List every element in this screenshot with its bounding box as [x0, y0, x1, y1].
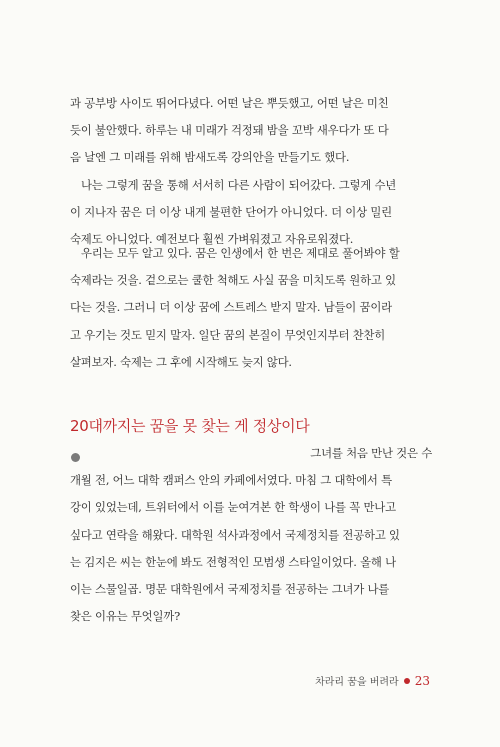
text-line: 고 우기는 것도 믿지 말자. 일단 꿈의 본질이 무엇인지부터 찬찬히 [70, 327, 386, 342]
text-line: 찾은 이유는 무엇일까? [70, 609, 180, 624]
text-line: 나는 그렇게 꿈을 통해 서서히 다른 사람이 되어갔다. 그렇게 수년 [81, 178, 397, 192]
text-line: 는 김지은 씨는 한눈에 봐도 전형적인 모범생 스타일이었다. 올해 나 [70, 554, 396, 569]
text-line: 개월 전, 어느 대학 캠퍼스 안의 카페에서였다. 마침 그 대학에서 특 [70, 473, 392, 488]
text-line: 다는 것을. 그러니 더 이상 꿈에 스트레스 받지 말자. 남들이 꿈이라 [70, 300, 392, 315]
page-footer [315, 673, 430, 688]
paragraph-3 [70, 240, 432, 376]
text-line: 숙제도 아니었다. 예전보다 훨씬 가벼워졌고 자유로워졌다. [70, 232, 354, 247]
bullet-dot-icon [404, 678, 410, 684]
text-line: 우리는 모두 알고 있다. 꿈은 인생에서 한 번은 제대로 풀어봐야 할 [81, 246, 400, 260]
text-line: 그녀를 처음 만난 것은 수 [310, 446, 432, 460]
text-line: 살펴보자. 숙제는 그 후에 시작해도 늦지 않다. [70, 354, 292, 369]
text-line: 이는 스물일곱. 명문 대학원에서 국제정치를 전공하는 그녀가 나를 [70, 582, 390, 597]
text-line: 이 지나자 꿈은 더 이상 내게 불편한 단어가 아니었다. 더 이상 밀린 [70, 205, 392, 220]
text-line: 과 공부방 사이도 뛰어다녔다. 어떤 날은 뿌듯했고, 어떤 날은 미친 [70, 96, 389, 110]
text-line: 숙제라는 것을. 겉으로는 쿨한 척해도 사실 꿈을 미치도록 원하고 있 [70, 273, 396, 288]
page-number: 23 [414, 673, 430, 688]
paragraph-1 [70, 90, 432, 172]
text-line: 강이 있었는데, 트위터에서 이를 눈여겨본 한 학생이 나를 꼭 만나고 [70, 500, 396, 515]
text-line: 듯이 불안했다. 하루는 내 미래가 걱정돼 밤을 꼬박 새우다가 또 다 [70, 123, 389, 138]
section-paragraph [70, 440, 432, 630]
text-line: 음 날엔 그 미래를 위해 밤새도록 강의안을 만들기도 했다. [70, 150, 350, 165]
text-line: 싶다고 연락을 해왔다. 대학원 석사과정에서 국제정치를 전공하고 있 [70, 527, 400, 542]
section-title: 20대까지는 꿈을 못 찾는 게 정상이다 [70, 417, 310, 435]
book-title: 차라리 꿈을 버려라 [315, 677, 399, 688]
